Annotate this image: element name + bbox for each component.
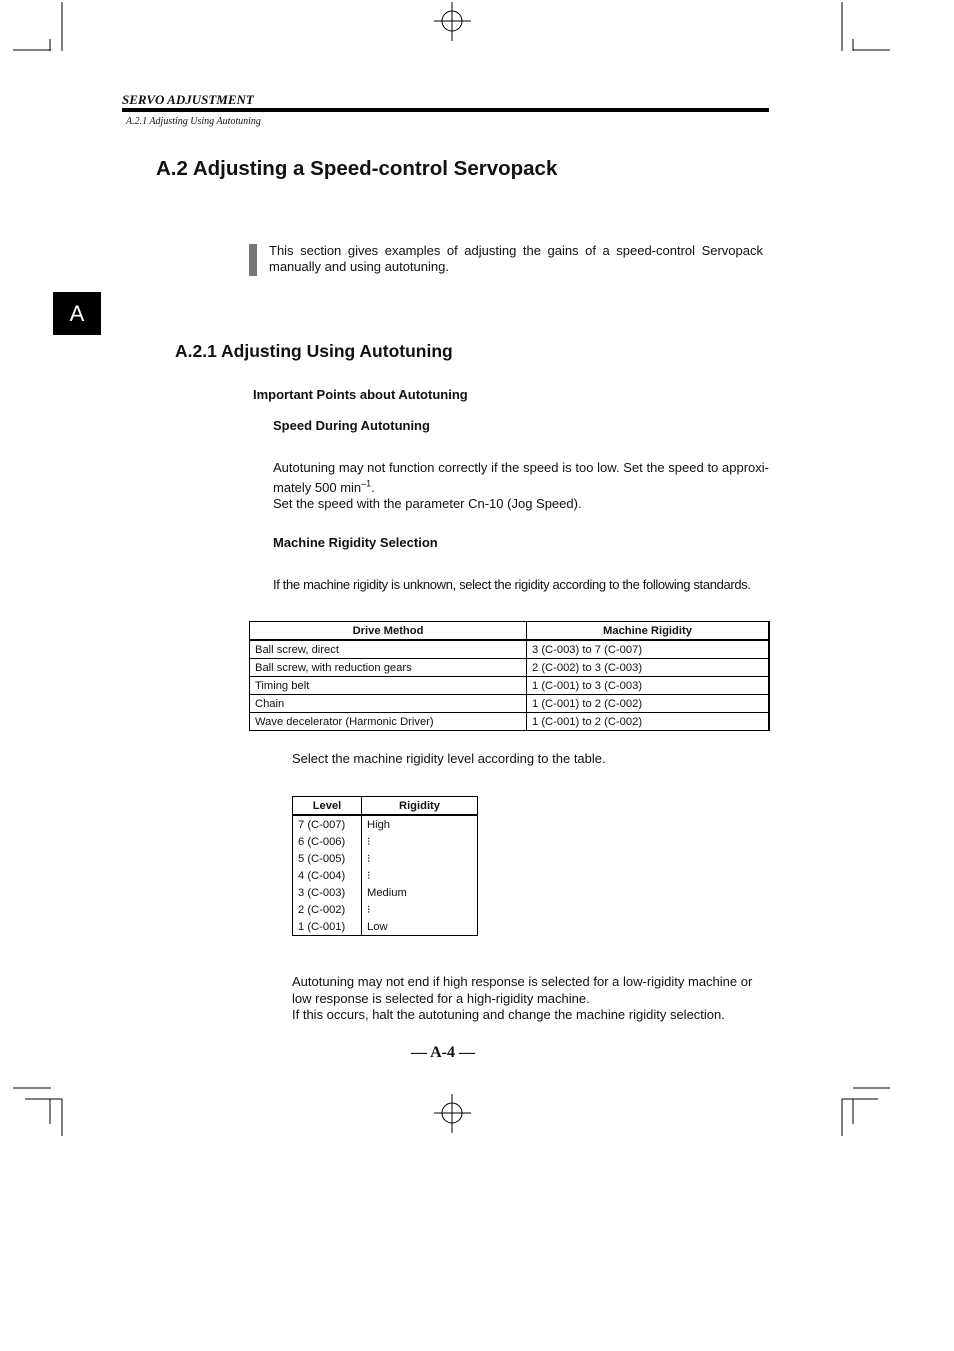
- intro-paragraph: This section gives examples of adjusting the gains of a speed-control Servopack manually and using autotuning.: [269, 243, 763, 274]
- table-cell: Low: [362, 918, 478, 936]
- table-row: [293, 901, 478, 918]
- table-cell: Ball screw, direct: [250, 640, 527, 659]
- table-cell: 1 (C-001): [293, 918, 362, 936]
- table-cell: 5 (C-005): [293, 850, 362, 867]
- table-cell: 1 (C-001) to 3 (C-003): [527, 677, 770, 695]
- table-cell: ⁝: [362, 850, 478, 867]
- table-row: [293, 884, 478, 901]
- table-row: [250, 695, 770, 713]
- closing-line-1: Autotuning may not end if high response is selected for a low-rigidity machine or low response is selected for a high-rigidity machine.: [292, 974, 753, 1006]
- table-cell: Ball screw, with reduction gears: [250, 659, 527, 677]
- table-header-row: [293, 797, 478, 816]
- table-row: [293, 850, 478, 867]
- header-rule: [122, 108, 769, 112]
- column-header: Level: [293, 797, 362, 816]
- table-cell: 1 (C-001) to 2 (C-002): [527, 695, 770, 713]
- column-header: Drive Method: [250, 622, 527, 641]
- table-row: [293, 815, 478, 833]
- speed-line-2: mately 500 $\min^{-1}$.: [273, 479, 375, 496]
- table-cell: 2 (C-002) to 3 (C-003): [527, 659, 770, 677]
- running-head-subtitle: A.2.1 Adjusting Using Autotuning: [126, 116, 261, 127]
- important-points-heading: Important Points about Autotuning: [253, 387, 468, 402]
- closing-paragraph: [292, 974, 772, 1024]
- table-row: [250, 640, 770, 659]
- subsection-title: A.2.1 Adjusting Using Autotuning: [175, 341, 453, 361]
- table-cell: 2 (C-002): [293, 901, 362, 918]
- table-cell: 6 (C-006): [293, 833, 362, 850]
- table-cell: ⁝: [362, 867, 478, 884]
- table-header-row: [250, 622, 770, 641]
- rigidity-paragraph: If the machine rigidity is unknown, select the rigidity according to the following standards.: [273, 577, 751, 592]
- table-row: [293, 918, 478, 936]
- table-cell: 7 (C-007): [293, 815, 362, 833]
- page-number: — A-4 —: [411, 1044, 475, 1061]
- rigidity-heading: Machine Rigidity Selection: [273, 535, 438, 550]
- running-head-title: SERVO ADJUSTMENT: [122, 92, 254, 107]
- table-cell: High: [362, 815, 478, 833]
- column-header: Rigidity: [362, 797, 478, 816]
- column-header: Machine Rigidity: [527, 622, 770, 641]
- table-row: [293, 833, 478, 850]
- select-instruction: Select the machine rigidity level according to the table.: [292, 751, 606, 766]
- closing-line-2: If this occurs, halt the autotuning and change the machine rigidity selection.: [292, 1007, 725, 1022]
- table-cell: 1 (C-001) to 2 (C-002): [527, 713, 770, 731]
- chapter-tab: A: [53, 292, 101, 335]
- table-cell: 3 (C-003): [293, 884, 362, 901]
- table-cell: Timing belt: [250, 677, 527, 695]
- intro-marker-bar: [249, 244, 257, 276]
- speed-line-1: Autotuning may not function correctly if the speed is too low. Set the speed to approxi-: [273, 460, 769, 475]
- table-row: [250, 659, 770, 677]
- rigidity-level-table: [292, 796, 478, 936]
- table-cell: ⁝: [362, 901, 478, 918]
- table-cell: Wave decelerator (Harmonic Driver): [250, 713, 527, 731]
- table-cell: 3 (C-003) to 7 (C-007): [527, 640, 770, 659]
- drive-method-table: [249, 621, 770, 731]
- table-row: [250, 677, 770, 695]
- table-cell: 4 (C-004): [293, 867, 362, 884]
- table-row: [250, 713, 770, 731]
- table-row: [293, 867, 478, 884]
- speed-heading: Speed During Autotuning: [273, 418, 430, 433]
- table-cell: Medium: [362, 884, 478, 901]
- table-cell: ⁝: [362, 833, 478, 850]
- speed-line-3: Set the speed with the parameter Cn-10 (Jog Speed).: [273, 496, 582, 512]
- speed-paragraph: [273, 460, 769, 512]
- section-title: A.2 Adjusting a Speed-control Servopack: [156, 157, 558, 180]
- table-cell: Chain: [250, 695, 527, 713]
